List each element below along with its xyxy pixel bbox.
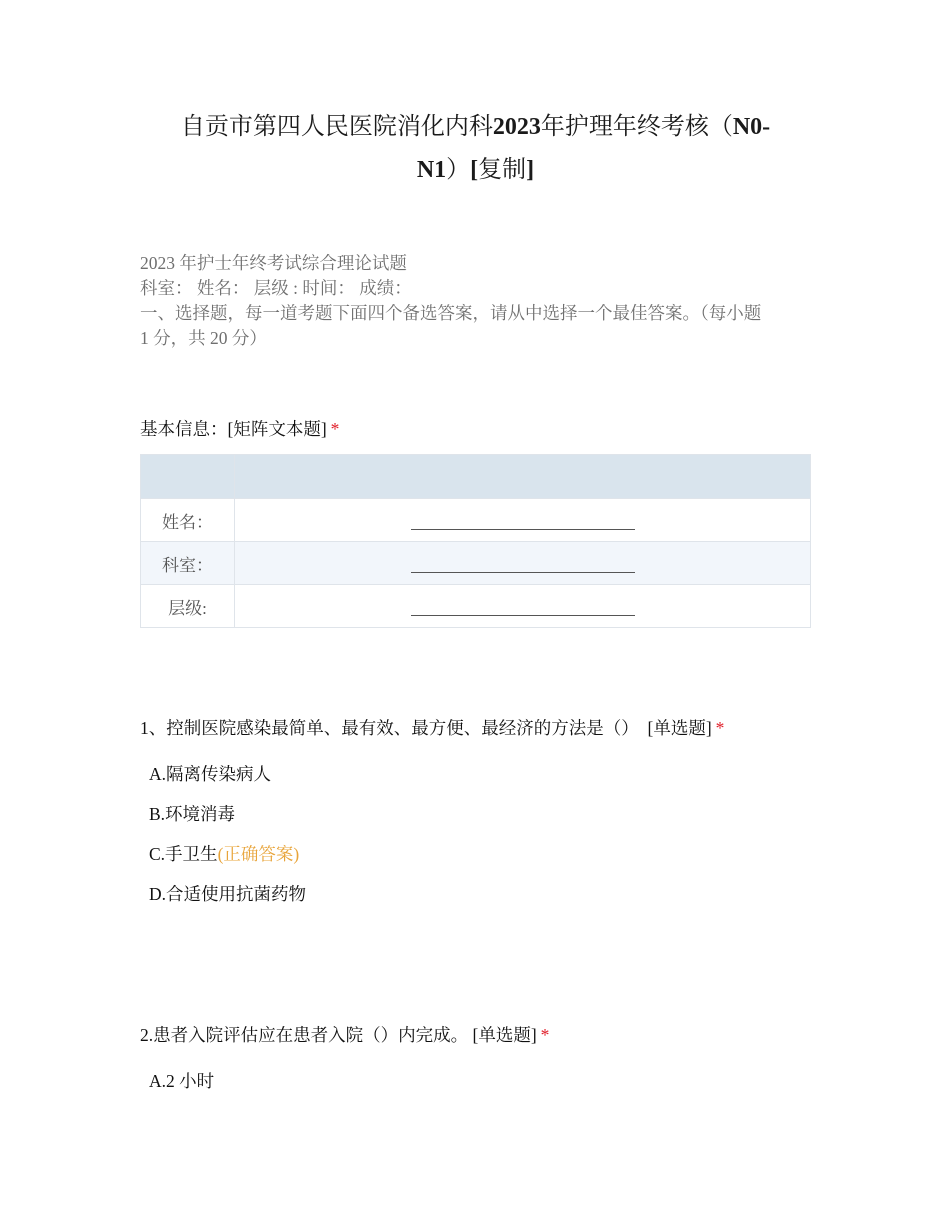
page-title: [140, 106, 811, 192]
matrix-header-cell: [141, 455, 235, 499]
matrix-header-cell: [235, 455, 811, 499]
question-text: 2.患者入院评估应在患者入院（）内完成。: [140, 1025, 469, 1045]
option-b[interactable]: [149, 794, 306, 834]
exam-intro: [140, 251, 812, 351]
title-bracket: [: [470, 157, 479, 183]
matrix-row-label: 科室：: [141, 542, 235, 585]
matrix-row-name: [141, 499, 811, 542]
question-1-options: [149, 754, 306, 914]
department-input-blank[interactable]: [235, 542, 811, 585]
title-line-1: [140, 106, 811, 149]
title-year: 2023: [492, 114, 541, 140]
option-d[interactable]: [149, 874, 306, 914]
matrix-row-label: 层级:: [141, 585, 235, 628]
correct-answer-tag: (正确答案): [217, 844, 300, 864]
intro-line: 2023 年护士年终考试综合理论试题: [140, 253, 407, 273]
question-2-title: [140, 1023, 549, 1047]
basic-info-matrix: [140, 454, 811, 628]
level-input-blank[interactable]: [235, 585, 811, 628]
intro-line: 科室： 姓名： 层级 : 时间： 成绩：: [140, 278, 412, 298]
option-text: A.隔离传染病人: [149, 764, 272, 784]
title-copy-tag: 复制: [478, 157, 527, 183]
option-text: C.手卫生: [149, 844, 218, 864]
question-type: [单选题]: [647, 718, 712, 738]
matrix-row-department: [141, 542, 811, 585]
blank-line: [411, 601, 635, 616]
option-a[interactable]: [149, 754, 306, 794]
blank-line: [411, 515, 635, 530]
title-line-2: [140, 149, 811, 192]
title-text: 年护理年终考核（: [540, 114, 733, 140]
option-c[interactable]: [149, 834, 306, 874]
intro-line: 一、选择题，每一道考题下面四个备选答案，请从中选择一个最佳答案。（每小题: [140, 303, 762, 323]
option-text: A.2 小时: [149, 1071, 215, 1091]
required-mark: *: [540, 1025, 550, 1045]
name-input-blank[interactable]: [235, 499, 811, 542]
blank-line: [411, 558, 635, 573]
option-a[interactable]: [149, 1061, 214, 1101]
question-type: [单选题]: [472, 1025, 537, 1045]
title-level-code: N1: [416, 157, 447, 183]
title-bracket: ]: [526, 157, 535, 183]
matrix-header-row: [141, 455, 811, 499]
required-mark: *: [715, 718, 725, 738]
title-text: 自贡市第四人民医院消化内科: [180, 114, 493, 140]
option-text: B.环境消毒: [149, 804, 236, 824]
basic-info-label: 基本信息：[矩阵文本题]: [140, 419, 327, 439]
intro-line: 1 分，共 20 分）: [140, 328, 267, 348]
title-level-code: N0-: [732, 114, 771, 140]
option-text: D.合适使用抗菌药物: [149, 884, 307, 904]
matrix-row-label: 姓名：: [141, 499, 235, 542]
question-2-options: [149, 1061, 214, 1101]
question-text: 1、控制医院感染最简单、最有效、最方便、最经济的方法是（）: [140, 718, 639, 738]
title-text: ）: [446, 157, 471, 183]
matrix-row-level: [141, 585, 811, 628]
question-1-title: [140, 716, 724, 740]
required-mark: *: [330, 419, 340, 439]
basic-info-title: [140, 417, 339, 441]
